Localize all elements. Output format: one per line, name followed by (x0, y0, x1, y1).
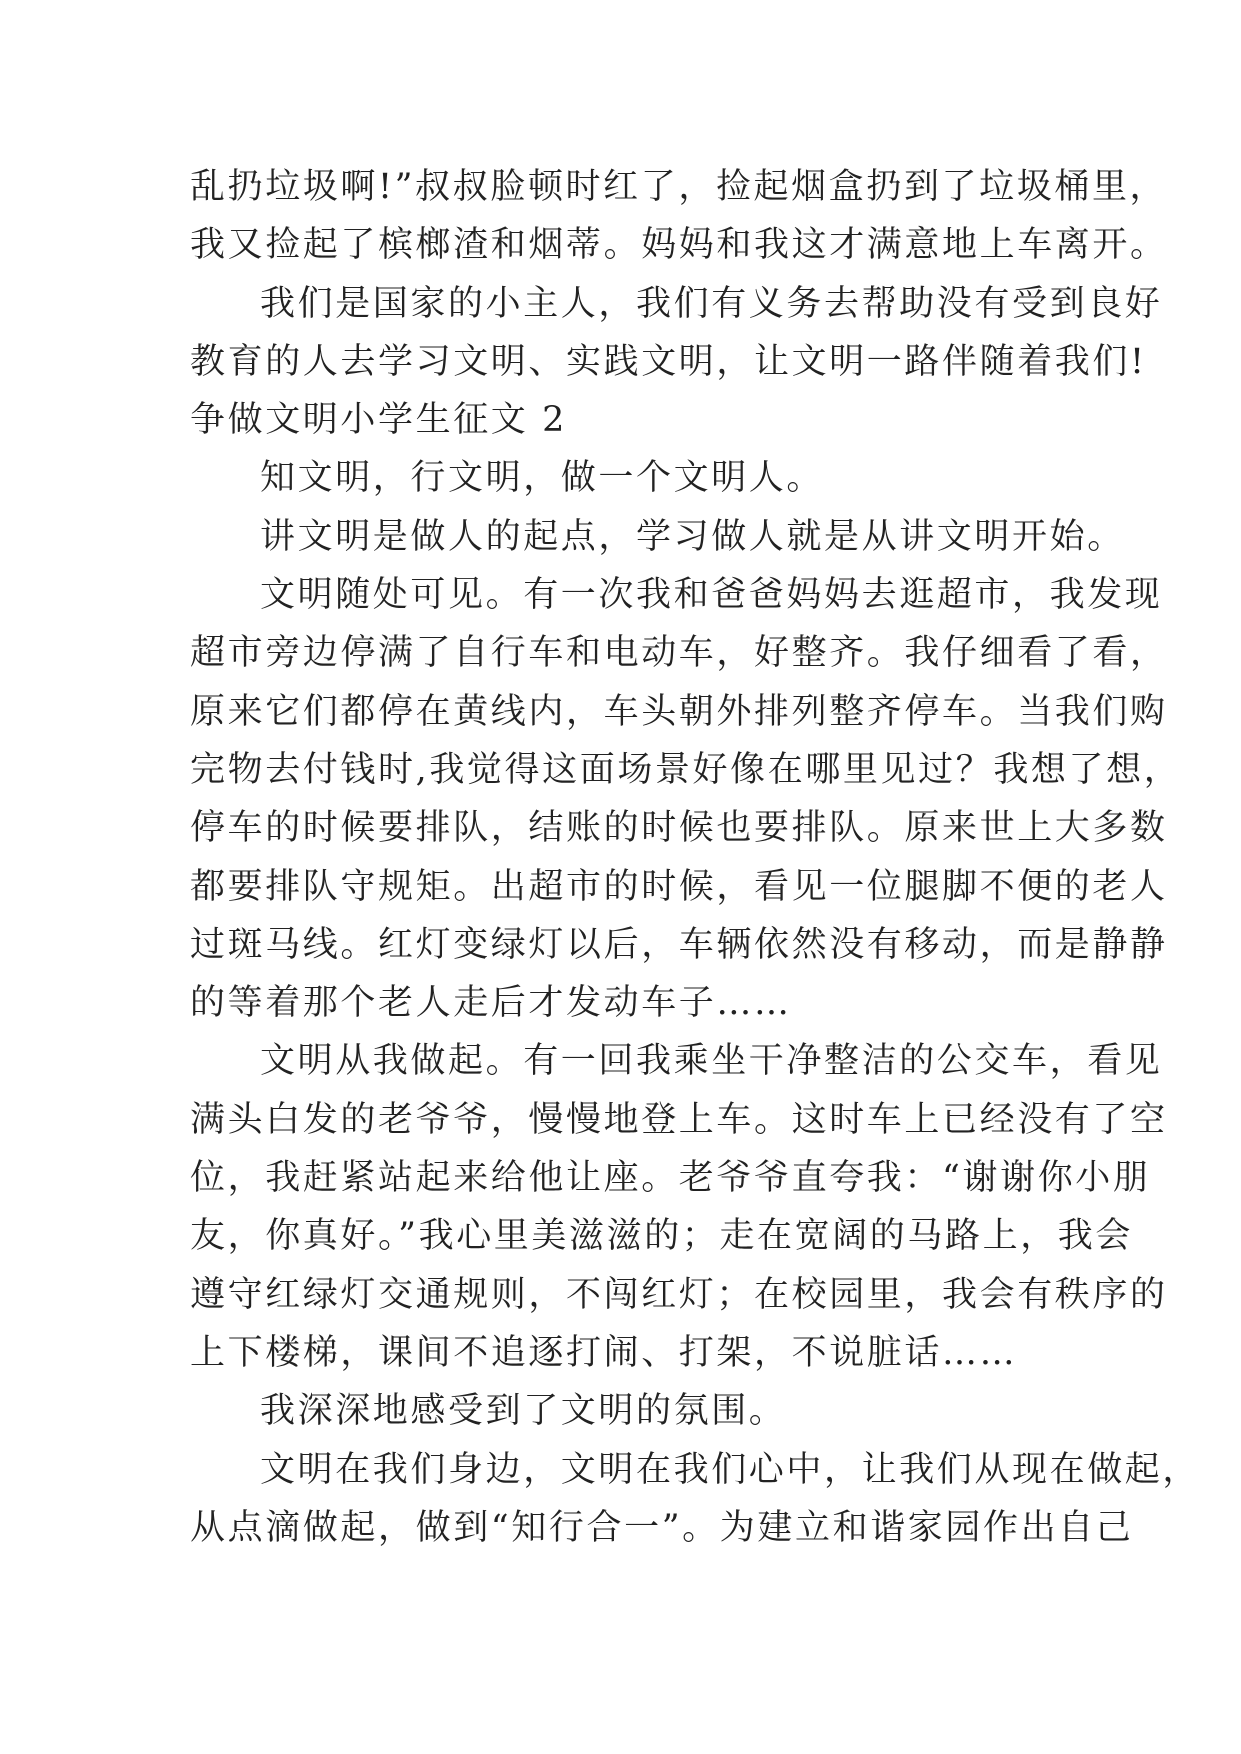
text-line: 乱扔垃圾啊!”叔叔脸顿时红了，捡起烟盒扔到了垃圾桶里， (190, 167, 1168, 207)
paragraph-start: 知文明，行文明，做一个文明人。 (260, 458, 825, 499)
paragraph-start: 我们是国家的小主人，我们有义务去帮助没有受到良好 (260, 283, 1163, 324)
text-line: 上下楼梯，课间不追逐打闹、打架，不说脏话…… (190, 1332, 1018, 1373)
text-line: 的等着那个老人走后才发动车子…… (190, 983, 792, 1024)
text-line: 停车的时候要排队，结账的时候也要排队。原来世上大多数 (190, 808, 1168, 849)
text-line: 都要排队守规矩。出超市的时候，看见一位腿脚不便的老人 (190, 866, 1168, 907)
document-page (190, 158, 1201, 1557)
text-line: 超市旁边停满了自行车和电动车，好整齐。我仔细看了看， (190, 633, 1168, 674)
text-line: 从点滴做起，做到“知行合一”。为建立和谐家园作出自己 (190, 1507, 1134, 1548)
paragraph-start: 文明从我做起。有一回我乘坐干净整洁的公交车，看见 (260, 1041, 1163, 1082)
text-line: 过斑马线。红灯变绿灯以后，车辆依然没有移动，而是静静 (190, 924, 1168, 965)
paragraph-start: 文明在我们身边，文明在我们心中，让我们从现在做起， (260, 1449, 1201, 1490)
text-line: 友，你真好。”我心里美滋滋的；走在宽阔的马路上，我会 (190, 1216, 1133, 1257)
text-line: 我又捡起了槟榔渣和烟蒂。妈妈和我这才满意地上车离开。 (190, 225, 1168, 266)
paragraph-start: 文明随处可见。有一次我和爸爸妈妈去逛超市，我发现 (260, 575, 1163, 616)
text-line: 遵守红绿灯交通规则，不闯红灯；在校园里，我会有秩序的 (190, 1274, 1168, 1315)
text-line: 位，我赶紧站起来给他让座。老爷爷直夸我：“谢谢你小朋 (190, 1158, 1151, 1199)
text-line: 满头白发的老爷爷，慢慢地登上车。这时车上已经没有了空 (190, 1099, 1168, 1140)
section-heading: 争做文明小学生征文 2 (190, 400, 567, 441)
text-line: 完物去付钱时,我觉得这面场景好像在哪里见过？我想了想， (190, 749, 1182, 790)
text-line: 原来它们都停在黄线内，车头朝外排列整齐停车。当我们购 (190, 691, 1168, 732)
text-line: 教育的人去学习文明、实践文明，让文明一路伴随着我们! (190, 341, 1147, 382)
paragraph-start: 我深深地感受到了文明的氛围。 (260, 1391, 787, 1432)
paragraph-start: 讲文明是做人的起点，学习做人就是从讲文明开始。 (260, 516, 1125, 557)
